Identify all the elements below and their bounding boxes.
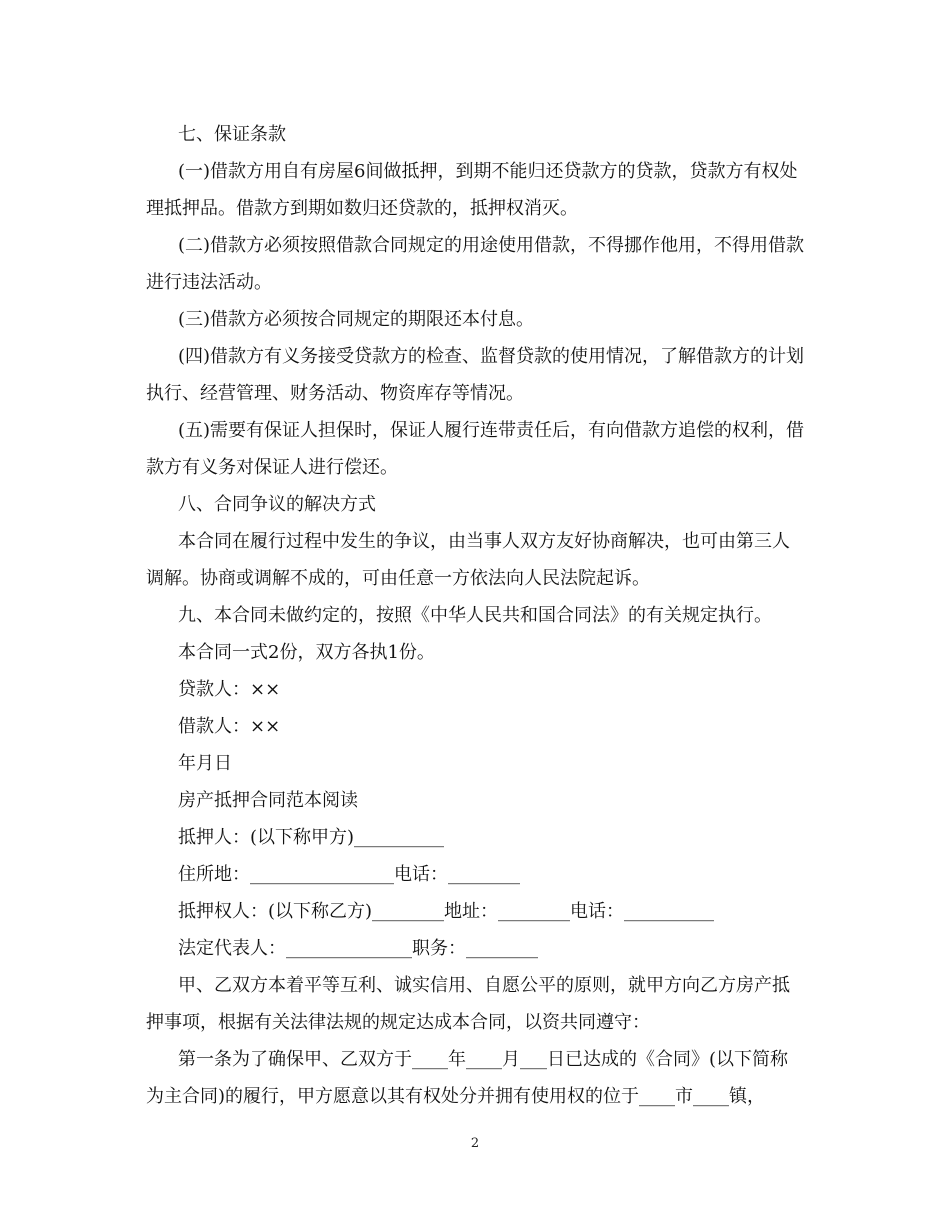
signature-line-lender: 贷款人：×× [178,679,281,700]
form-line-mortgagee: 抵押权人：(以下称乙方)________地址：________电话：__________ [178,901,715,922]
paragraph: (三)借款方必须按合同规定的期限还本付息。 [178,309,535,330]
paragraph: 甲、乙双方本着平等互利、诚实信用、自愿公平的原则，就甲方向乙方房产抵押事项，根据有关法律法规的规定达成本合同，以资共同遵守： [146,975,790,1033]
document-body [146,116,806,1115]
paragraph: 本合同在履行过程中发生的争议，由当事人双方友好协商解决，也可由第三人调解。协商或调解不成的，可由任意一方依法向人民法院起诉。 [146,531,790,589]
paragraph: (五)需要有保证人担保时，保证人履行连带责任后，有向借款方追偿的权利，借款方有义务对保证人进行偿还。 [146,420,805,478]
form-line-address: 住所地：________________电话：________ [178,864,520,885]
paragraph: 第一条为了确保甲、乙双方于____年____月___日已达成的《合同》(以下简称为主合同)的履行，甲方愿意以其有权处分并拥有使用权的位于____市____镇， [146,1049,789,1107]
paragraph: (四)借款方有义务接受贷款方的检查、监督贷款的使用情况，了解借款方的计划执行、经营管理、财务活动、物资库存等情况。 [146,346,805,404]
form-line-representative: 法定代表人：______________职务：________ [178,938,538,959]
document-title: 房产抵押合同范本阅读 [178,790,358,811]
form-line-mortgagor: 抵押人：(以下称甲方)__________ [178,827,445,848]
paragraph: 本合同一式2份，双方各执1份。 [178,642,435,663]
paragraph: (一)借款方用自有房屋6间做抵押，到期不能归还贷款方的贷款，贷款方有权处理抵押品。借款方到期如数归还贷款的，抵押权消灭。 [146,161,798,219]
paragraph: (二)借款方必须按照借款合同规定的用途使用借款，不得挪作他用，不得用借款进行违法活动。 [146,235,805,293]
section-heading: 七、保证条款 [178,124,286,145]
paragraph: 九、本合同未做约定的，按照《中华人民共和国合同法》的有关规定执行。 [178,605,772,626]
page-number: 2 [470,1136,480,1151]
date-line: 年月日 [178,753,232,774]
signature-line-borrower: 借款人：×× [178,716,281,737]
section-heading: 八、合同争议的解决方式 [178,494,376,515]
